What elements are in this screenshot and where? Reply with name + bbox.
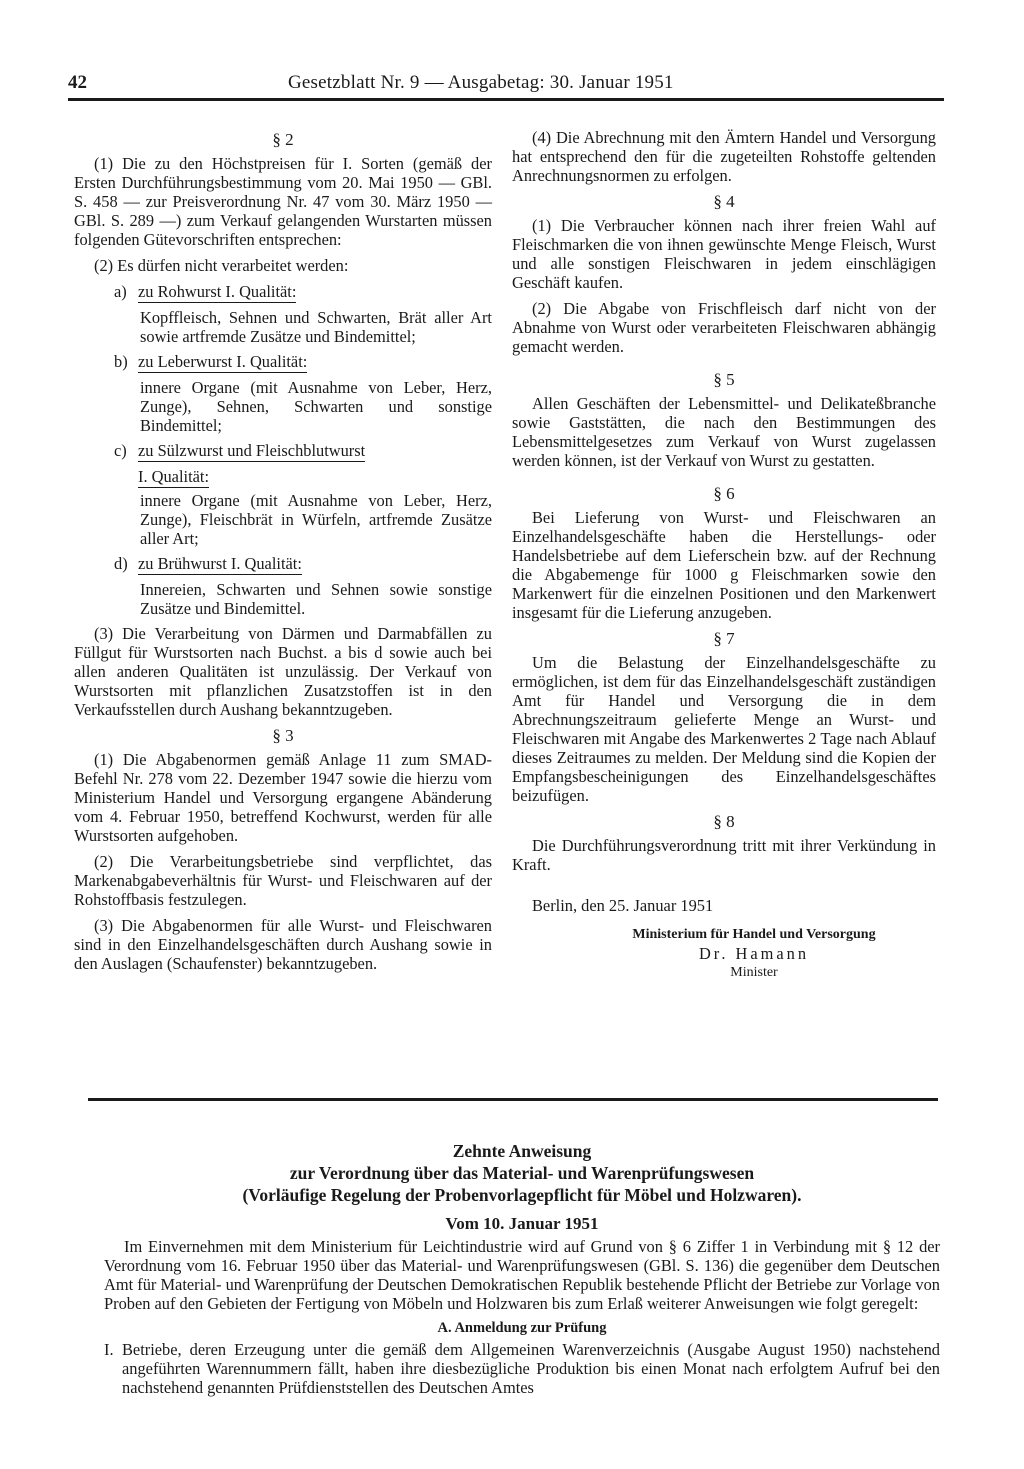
section-8-paragraph-1: Die Durchführungsverordnung tritt mit ihrer Verkündung in Kraft. (512, 836, 936, 874)
instruction-item-label: I. (104, 1340, 114, 1359)
item-a-body: Kopffleisch, Sehnen und Schwarten, Brät aller Art sowie artfremde Zusätze und Bindemittel; (140, 308, 492, 346)
section-4-paragraph-1: (1) Die Verbraucher können nach ihrer freien Wahl auf Fleischmarken die von ihnen gewünschte Menge Fleisch, Wurst und alle sonstigen Fleischwaren in jedem einschlägigen Geschäft kaufen. (512, 216, 936, 292)
item-c (114, 441, 492, 462)
section-2-paragraph-2: (2) Es dürfen nicht verarbeitet werden: (94, 256, 349, 275)
section-8-heading: § 8 (713, 812, 735, 831)
section-6-heading: § 6 (713, 484, 735, 503)
place-date: Berlin, den 25. Januar 1951 (532, 896, 714, 915)
section-2-paragraph-1: (1) Die zu den Höchstpreisen für I. Sorten (gemäß der Ersten Durchführungsbestimmung vom 20. Mai 1950 — GBl. S. 458 — zur Preisverordnung Nr. 47 vom 30. März 1950 — GBl. S. 289 —) zum Verkauf gelangenden Wurstarten müssen folgenden Gütevorschriften entsprechen: (74, 154, 492, 249)
right-column (512, 128, 936, 982)
item-c-subtitle (138, 467, 492, 486)
section-4-heading: § 4 (713, 192, 735, 211)
section-3-paragraph-3: (3) Die Abgabenormen für alle Wurst- und Fleischwaren sind in den Einzelhandelsgeschäften durch Aushang sowie in den Auslagen (Schaufenster) bekanntzugeben. (74, 916, 492, 973)
instruction-title: Zehnte Anweisung (452, 1141, 592, 1161)
item-title: zu Brühwurst I. Qualität: (138, 554, 302, 573)
section-3-heading: § 3 (272, 726, 294, 745)
item-title: zu Sülzwurst und Fleischblutwurst (138, 441, 366, 460)
page-number: 42 (68, 72, 87, 93)
section-4-paragraph-2: (2) Die Abgabe von Frischfleisch darf nicht von der Abnahme von Wurst oder verarbeiteten Fleischwaren abhängig gemacht werden. (512, 299, 936, 356)
item-b-body: innere Organe (mit Ausnahme von Leber, Herz, Zunge), Sehnen, Schwarten und sonstige Bindemittel; (140, 378, 492, 435)
item-title: zu Rohwurst I. Qualität: (138, 282, 297, 301)
item-label: b) (114, 352, 128, 371)
section-2-paragraph-3: (3) Die Verarbeitung von Därmen und Darmabfällen zu Füllgut für Wurstsorten nach Buchst. a bis d sowie auch bei allen anderen Qualitäten ist unzulässig. Der Verkauf von Wurstsorten mit pflanzlichen Zusatzstoffen ist in den Verkaufsstellen durch Aushang bekanntzugeben. (74, 624, 492, 719)
item-label: c) (114, 441, 127, 460)
instruction-subtitle: zur Verordnung über das Material- und Warenprüfungswesen (289, 1163, 755, 1183)
item-a (114, 282, 492, 303)
section-2-heading: § 2 (272, 130, 294, 149)
section-7-paragraph-1: Um die Belastung der Einzelhandelsgeschäfte zu ermöglichen, ist dem für das Einzelhandelsgeschäft zuständigen Amt für Handel und Versorgung die in dem Abrechnungszeitraum gelieferte Menge an Wurst- und Fleischwaren mit Angabe des Markenwertes 2 Tage nach Ablauf dieses Zeitraumes zu melden. Der Meldung sind die Kopien der Empfangsbescheinigungen des Einzelhandelsgeschäftes beizufügen. (512, 653, 936, 805)
item-d-body: Innereien, Schwarten und Sehnen sowie sonstige Zusätze und Bindemittel. (140, 580, 492, 618)
section-6-paragraph-1: Bei Lieferung von Wurst- und Fleischwaren an Einzelhandelsgeschäfte haben die Herstellungs- oder Handelsbetriebe auf dem Lieferschein bzw. auf der Rechnung die Abgabemenge für 1000 g Fleischmarken sowie den Markenwert für die einzelnen Positionen und den Markenwert insgesamt für die Lieferung anzugeben. (512, 508, 936, 622)
section-5-paragraph-1: Allen Geschäften der Lebensmittel- und Delikateßbranche sowie Gaststätten, die nach den Bestimmungen des Lebensmittelgesetzes zum Verkauf von Wurst zugelassen werden können, ist der Verkauf von Wurst zu gestatten. (512, 394, 936, 470)
ministry-name: Ministerium für Handel und Versorgung (632, 927, 876, 942)
subheading-a: A. Anmeldung zur Prüfung (437, 1320, 607, 1336)
section-3-paragraph-2: (2) Die Verarbeitungsbetriebe sind verpflichtet, das Markenabgabeverhältnis für Wurst- und Fleischwaren auf der Rohstoffbasis festzulegen. (74, 852, 492, 909)
instruction-item-1 (104, 1340, 940, 1397)
page-header (68, 70, 944, 101)
item-d (114, 554, 492, 575)
item-title: zu Leberwurst I. Qualität: (138, 352, 308, 371)
item-b (114, 352, 492, 373)
item-c-body: innere Organe (mit Ausnahme von Leber, Herz, Zunge), Fleischbrät in Würfeln, artfremde Zusätze aller Art; (140, 491, 492, 548)
signer-role: Minister (730, 965, 778, 980)
section-3-paragraph-4: (4) Die Abrechnung mit den Ämtern Handel und Versorgung hat entsprechend den für die zugeteilten Rohstoffe geltenden Anrechnungsnormen zu erfolgen. (512, 128, 936, 185)
section-divider (88, 1098, 938, 1101)
item-c-subtitle-text: I. Qualität: (138, 467, 210, 486)
section-7-heading: § 7 (713, 629, 735, 648)
signer-name: Dr. Hamann (698, 944, 810, 963)
instruction-intro: Im Einvernehmen mit dem Ministerium für Leichtindustrie wird auf Grund von § 6 Ziffer 1 in Verbindung mit § 12 der Verordnung vom 16. Februar 1950 über das Material- und Warenprüfungswesen (GBl. S. 136) die gegenüber dem Deutschen Amt für Material- und Warenprüfung der Deutschen Demokratischen Republik bestehende Pflicht der Betriebe zur Vorlage von Proben auf den Gebieten der Fertigung von Möbeln und Holzwaren bis zum Erlaß weiterer Anweisungen wie folgt geregelt: (104, 1237, 940, 1313)
instruction-item-text: Betriebe, deren Erzeugung unter die gemäß dem Allgemeinen Warenverzeichnis (Ausgabe August 1950) nachstehend angeführten Warennummern fällt, haben ihre diesbezügliche Produktion bis einen Monat nach erfolgtem Aufruf bei den nachstehend genannten Prüfdienststellen des Deutschen Amtes (122, 1340, 940, 1397)
left-column (74, 128, 492, 980)
instruction-note: (Vorläufige Regelung der Probenvorlagepflicht für Möbel und Holzwaren). (242, 1185, 802, 1205)
item-label: d) (114, 554, 128, 573)
gazette-title: Gesetzblatt Nr. 9 — Ausgabetag: 30. Januar 1951 (288, 72, 674, 93)
section-3-paragraph-1: (1) Die Abgabenormen gemäß Anlage 11 zum SMAD-Befehl Nr. 278 vom 22. Dezember 1947 sowie die hierzu vom Ministerium Handel und Versorgung ergangene Abänderung vom 4. Februar 1950, betreffend Kochwurst, werden für alle Wurstsorten aufgehoben. (74, 750, 492, 845)
instruction-date: Vom 10. Januar 1951 (445, 1214, 599, 1233)
instruction-block (104, 1140, 940, 1397)
section-5-heading: § 5 (713, 370, 735, 389)
item-label: a) (114, 282, 127, 301)
